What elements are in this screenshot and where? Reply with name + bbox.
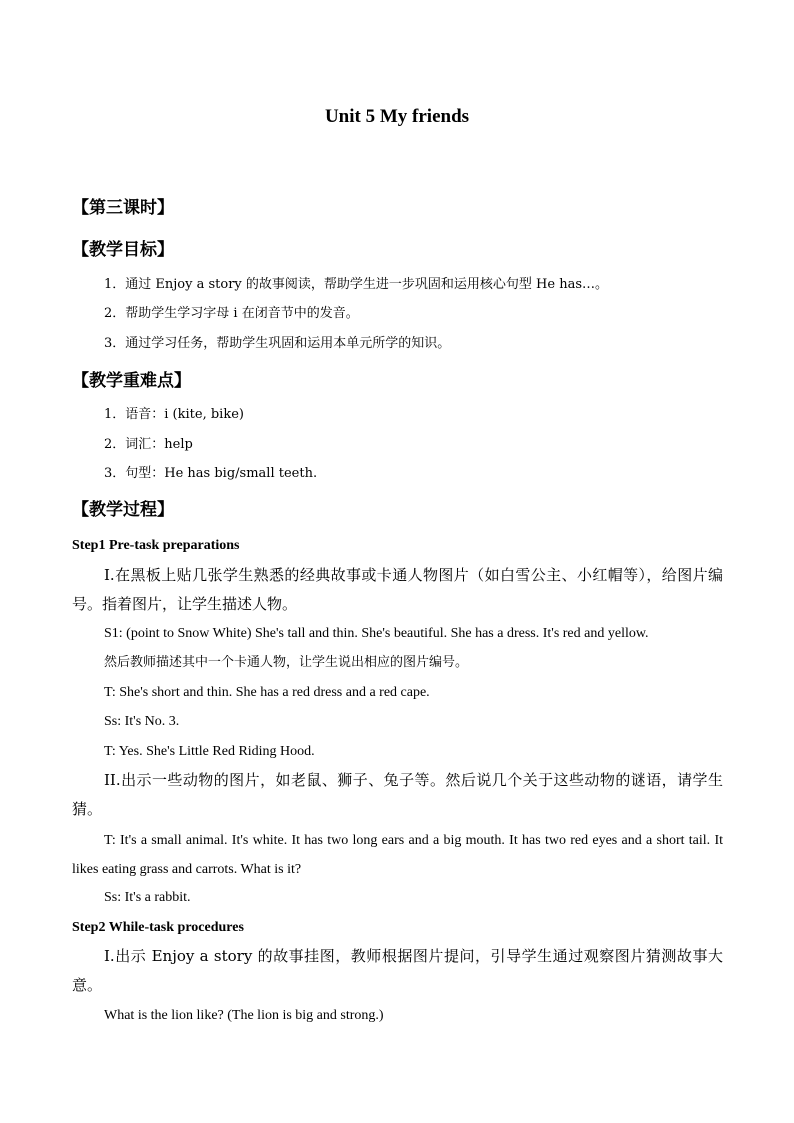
objective-item-1: 1．通过 Enjoy a story 的故事阅读，帮助学生进一步巩固和运用核心句型 He has…。 — [104, 277, 608, 292]
step1-dialogue-s1: S1: (point to Snow White) She's tall and thin. She's beautiful. She has a dress. It's red and yellow. — [104, 626, 649, 641]
step1-dialogue-ss1: Ss: It's No. 3. — [104, 714, 180, 729]
step1-paragraph-3: II.出示一些动物的图片，如老鼠、狮子、兔子等。然后说几个关于这些动物的谜语，请学生猜。 — [72, 771, 723, 818]
step1-paragraph-2: 然后教师描述其中一个卡通人物，让学生说出相应的图片编号。 — [104, 655, 469, 670]
document-title: Unit 5 My friends — [324, 106, 470, 127]
objectives-heading: 【教学目标】 — [72, 240, 174, 260]
objective-item-3: 3．通过学习任务，帮助学生巩固和运用本单元所学的知识。 — [104, 336, 451, 351]
key-points-heading: 【教学重难点】 — [72, 371, 191, 391]
step1-dialogue-t2: T: Yes. She's Little Red Riding Hood. — [104, 744, 315, 759]
key-point-item-2: 2．词汇：help — [104, 437, 193, 452]
objective-item-2: 2．帮助学生学习字母 i 在闭音节中的发音。 — [104, 306, 359, 321]
step1-dialogue-t1: T: She's short and thin. She has a red dress and a red cape. — [104, 685, 430, 700]
step1-paragraph-1: I.在黑板上贴几张学生熟悉的经典故事或卡通人物图片（如白雪公主、小红帽等），给图片编号。指着图片，让学生描述人物。 — [72, 566, 723, 613]
key-point-item-3: 3．句型：He has big/small teeth. — [104, 466, 318, 481]
step2-question-1: What is the lion like? (The lion is big and strong.) — [104, 1008, 384, 1023]
step1-title: Step1 Pre-task preparations — [72, 538, 240, 553]
key-point-item-1: 1．语音：i (kite, bike) — [104, 407, 244, 422]
step1-dialogue-t3: T: It's a small animal. It's white. It has two long ears and a big mouth. It has two red eyes and a short tail. It likes eating grass and carrots. What is it? — [72, 833, 723, 877]
step1-dialogue-ss2: Ss: It's a rabbit. — [104, 890, 191, 905]
process-heading: 【教学过程】 — [72, 500, 174, 520]
lesson-heading: 【第三课时】 — [72, 198, 174, 218]
step2-paragraph-1: I.出示 Enjoy a story 的故事挂图，教师根据图片提问，引导学生通过观察图片猜测故事大意。 — [72, 947, 723, 994]
step2-title: Step2 While-task procedures — [72, 920, 244, 935]
